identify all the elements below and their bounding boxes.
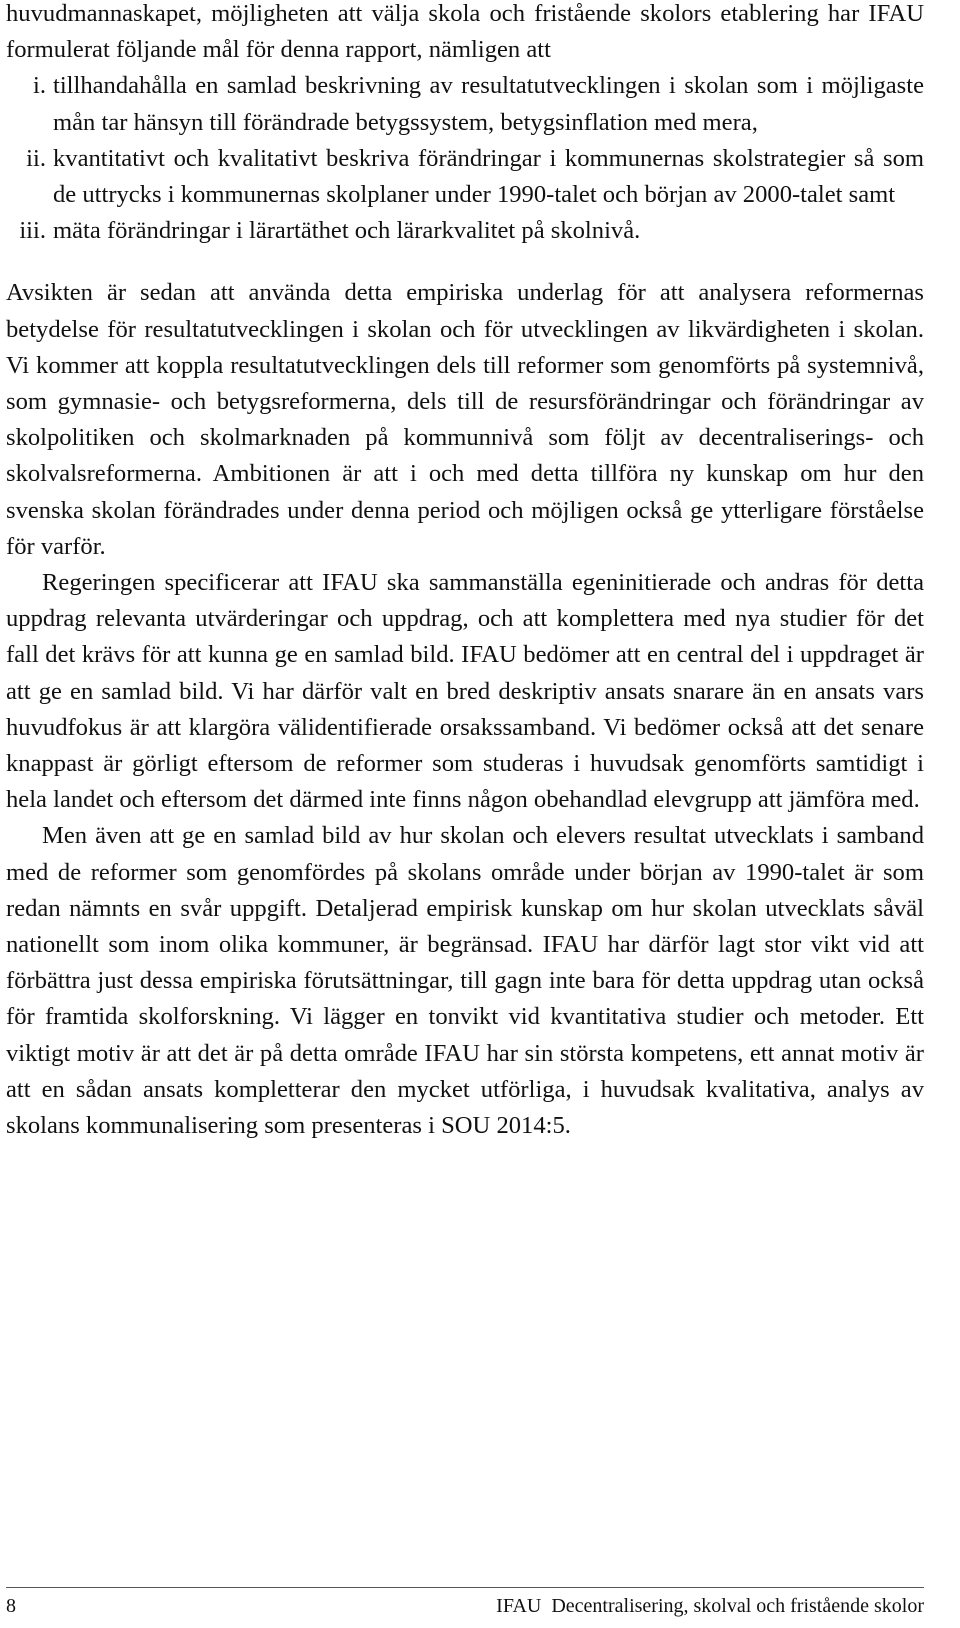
- list-item: [6, 213, 924, 249]
- page-number: 8: [6, 1595, 16, 1617]
- paragraph-mandate: Regeringen specificerar att IFAU ska sammanställa egeninitierade och andras för detta uppdrag relevanta utvärderingar och uppdrag, och att komplettera med nya studier för det fall det krävs för att kunna ge en samlad bild. IFAU bedömer att en central del i uppdraget är att ge en samlad bild. Vi har därför valt en bred deskriptiv ansats snarare än en ansats vars huvudfokus är att klargöra välidentifierade orsakssamband. Vi bedömer också att det senare knappast är görligt eftersom de reformer som studeras i huvudsak genomförts samtidigt i hela landet och eftersom det därmed inte finns någon obehandlad elevgrupp att jämföra med.: [6, 569, 924, 814]
- list-marker: iii.: [19, 217, 46, 245]
- list-item-text: kvantitativt och kvalitativt beskriva förändringar i kommunernas skolstrategier så som de uttrycks i kommunernas skolplaner under 1990-talet och början av 2000-talet samt: [53, 144, 924, 209]
- list-item: [6, 141, 924, 213]
- list-marker: i.: [33, 72, 46, 100]
- goals-list: [6, 68, 924, 249]
- list-item: [6, 68, 924, 140]
- intro-paragraph: huvudmannaskapet, möjligheten att välja skola och fristående skolors etablering har IFAU formulerat följande mål för denna rapport, nämligen att: [6, 0, 924, 64]
- paragraph-approach: Men även att ge en samlad bild av hur skolan och elevers resultat utvecklats i samband med de reformer som genomfördes på skolans område under början av 1990-talet är som redan nämnts en svår uppgift. Detaljerad empirisk kunskap om hur skolan utvecklats såväl nationellt som inom olika kommuner, är begränsad. IFAU har därför lagt stor vikt vid att förbättra just dessa empiriska förutsättningar, till gagn inte bara för detta uppdrag utan också för framtida skolforskning. Vi lägger en tonvikt vid kvantitativa studier och metoder. Ett viktigt motiv är att det är på detta område IFAU har sin största kompetens, ett annat motiv är att en sådan ansats kompletterar den mycket utförliga, i huvudsak kvalitativa, analys av skolans kommunalisering som presenteras i SOU 2014:5.: [6, 822, 924, 1140]
- footer-divider: [6, 1587, 924, 1588]
- document-page: [6, 0, 924, 1144]
- list-item-text: mäta förändringar i lärartäthet och lärarkvalitet på skolnivå.: [53, 217, 641, 245]
- paragraph-purpose: Avsikten är sedan att använda detta empiriska underlag för att analysera reformernas betydelse för resultatutvecklingen i skolan och för utvecklingen av likvärdigheten i skolan. Vi kommer att koppla resultatutvecklingen dels till reformer som genomförts på systemnivå, som gymnasie- och betygsreformerna, dels till de resursförändringar och förändringar av skolpolitiken och skolmarknaden på kommunnivå som följt av decentraliserings- och skolvalsreformerna. Ambitionen är att i och med detta tillföra ny kunskap om hur den svenska skolan förändrades under denna period och möjligen också ge ytterligare förståelse för varför.: [6, 279, 924, 560]
- list-item-text: tillhandahålla en samlad beskrivning av resultatutvecklingen i skolan som i möjligaste mån tar hänsyn till förändrade betygssystem, betygsinflation med mera,: [53, 72, 924, 136]
- list-marker: ii.: [26, 144, 46, 172]
- running-title: IFAU Decentralisering, skolval och fristående skolor: [496, 1595, 924, 1617]
